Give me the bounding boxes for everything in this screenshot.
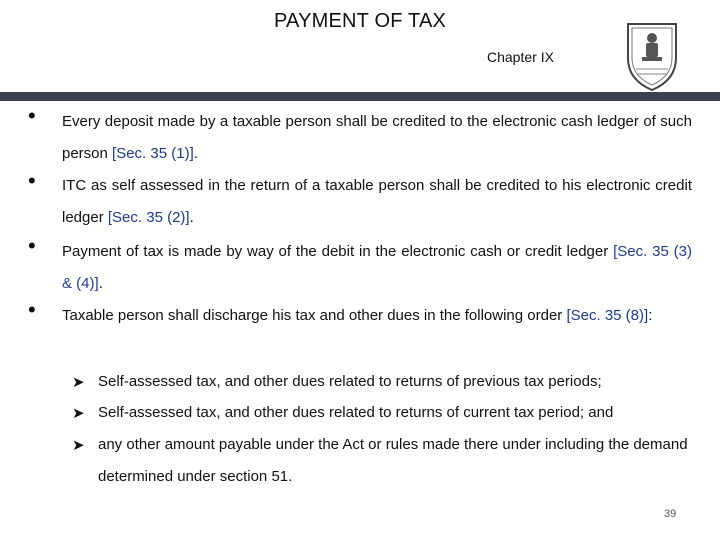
bullet-text: ITC as self assessed in the return of a taxable person shall be credited to his electronic credit ledger [Sec. 35 (2)]. [62, 177, 692, 226]
bullet-dot: • [28, 297, 36, 322]
sub-item: any other amount payable under the Act or rules made there under including the demand determined under section 51. [98, 436, 688, 485]
section-reference: [Sec. 35 (8)] [566, 307, 649, 324]
section-reference: [Sec. 35 (2)] [107, 209, 190, 226]
bullet-text: Taxable person shall discharge his tax and other dues in the following order [Sec. 35 (8)]: [62, 307, 653, 324]
sub-item: Self-assessed tax, and other dues related to returns of previous tax periods; [98, 373, 602, 390]
header-rule [0, 92, 720, 101]
arrowhead-icon: ➤ [72, 405, 85, 422]
chapter-label: Chapter IX [487, 49, 554, 65]
section-reference: [Sec. 35 (1)] [112, 145, 194, 162]
arrowhead-icon: ➤ [72, 437, 85, 454]
section-reference: [Sec. 35 (3) & (4)] [62, 243, 692, 292]
bullet-dot: • [28, 103, 36, 128]
bullet-text: Payment of tax is made by way of the debit in the electronic cash or credit ledger [Sec. 35 (3) & (4)]. [62, 243, 692, 292]
page-title: PAYMENT OF TAX [273, 10, 447, 32]
sub-item: Self-assessed tax, and other dues related to returns of current tax period; and [98, 404, 614, 421]
bullet-dot: • [28, 233, 36, 258]
bullet-text: Every deposit made by a taxable person shall be credited to the electronic cash ledger of such person [Sec. 35 (1)]. [62, 113, 692, 162]
page-number: 39 [664, 508, 677, 520]
bullet-dot: • [28, 168, 36, 193]
emblem-icon [620, 14, 684, 94]
arrowhead-icon: ➤ [72, 374, 85, 391]
